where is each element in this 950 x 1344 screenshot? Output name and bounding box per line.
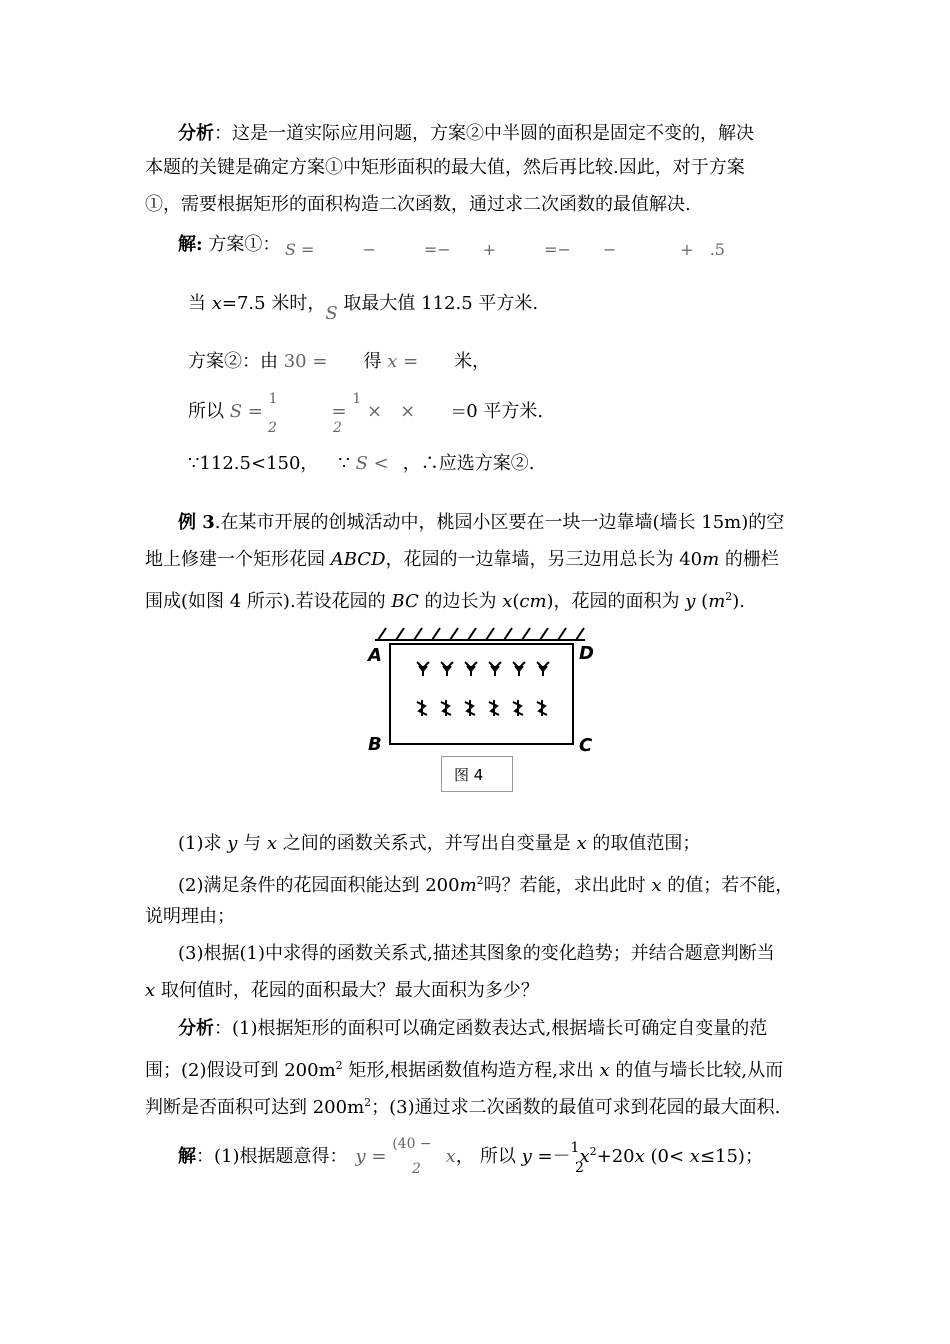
analysis-2-line-1: 分析：(1)根据矩形的面积可以确定函数表达式,根据墙长可确定自变量的范 — [178, 1018, 768, 1039]
plants-row-2 — [417, 700, 547, 716]
vertex-label-b: B — [368, 734, 382, 755]
question-2-line-2: 说明理由； — [145, 906, 235, 927]
example-3-label: 例 3 — [178, 512, 215, 533]
example-3-line-1: 例 3.在某市开展的创城活动中，桃园小区要在一块一边靠墙(墙长 15m)的空 — [178, 512, 785, 533]
analysis-1-line-2: 本题的关键是确定方案①中矩形面积的最大值，然后再比较.因此，对于方案 — [145, 157, 745, 178]
max-value-line: 当 x=7.5 米时，S 取最大值 112.5 平方米. — [188, 293, 539, 324]
figure-caption-box — [441, 756, 513, 792]
plants-row-1 — [417, 662, 549, 676]
analysis-1-line-1: 分析：这是一道实际应用问题，方案②中半圆的面积是固定不变的，解决 — [178, 123, 754, 144]
solution-2-label: 解 — [178, 1146, 196, 1167]
solution-label: 解 — [178, 234, 196, 255]
figure-caption: 图 4 — [454, 766, 484, 784]
analysis-2-label: 分析 — [178, 1018, 214, 1039]
solution-2-frac-denominator: 2 — [412, 1161, 421, 1177]
analysis-2-line-2: 围；(2)假设可到 $200m^2$ 矩形,根据函数值构造方程,求出 x 的值与墙长比较,从而 — [145, 1059, 784, 1081]
compare-line: ∵112.5<150， ∵ S < ，∴应选方案②. — [188, 453, 535, 474]
analysis-1-line-3: ①，需要根据矩形的面积构造二次函数，通过求二次函数的最值解决. — [145, 194, 691, 215]
example-3-line-2: 地上修建一个矩形花园 ABCD，花园的一边靠墙，另三边用总长为 40m 的栅栏 — [145, 549, 779, 570]
solution-1-formula: S = − =− + =− − + .5 — [285, 240, 725, 259]
area-formula-line: 所以 S = $^1$ = $^1$ × × =0 平方米. — [188, 391, 544, 422]
garden-figure — [360, 622, 600, 757]
frac2-denominator: 2 — [333, 420, 342, 436]
question-3-line-1: (3)根据(1)中求得的函数关系式,描述其图象的变化趋势；并结合题意判断当 — [178, 943, 775, 964]
solution-2-line: 解：(1)根据题意得： y = $^{(40 -}$x， 所以 $y =-^1x^2+20x$ (0< x≤15)； — [178, 1136, 763, 1167]
plan-2-line: 方案②：由 30 = 得 x = 米， — [188, 351, 491, 372]
question-3-line-2: x 取何值时，花园的面积最大？最大面积为多少？ — [145, 980, 539, 1001]
frac1-denominator: 2 — [268, 420, 277, 436]
half-denominator: 2 — [575, 1160, 584, 1176]
example-3-line-3: 围成(如图 4 所示).若设花园的 BC 的边长为 x(cm)，花园的面积为 y $(m^2)$. — [145, 590, 746, 612]
wall-hatching — [375, 628, 585, 640]
solution-1-line: 解: 方案①： — [178, 234, 281, 255]
garden-rectangle — [390, 644, 573, 744]
analysis-2-line-3: 判断是否面积可达到 $200m^2$；(3)通过求二次函数的最值可求到花园的最大面积. — [145, 1096, 781, 1118]
vertex-label-c: C — [579, 735, 593, 756]
vertex-label-d: D — [579, 643, 594, 664]
vertex-label-a: A — [368, 645, 382, 666]
question-2-line-1: (2)满足条件的花园面积能达到 $200m^2$吗？若能，求出此时 x 的值；若不能， — [178, 874, 794, 896]
question-1: (1)求 y 与 x 之间的函数关系式，并写出自变量是 x 的取值范围； — [178, 833, 701, 854]
analysis-label: 分析 — [178, 123, 214, 144]
